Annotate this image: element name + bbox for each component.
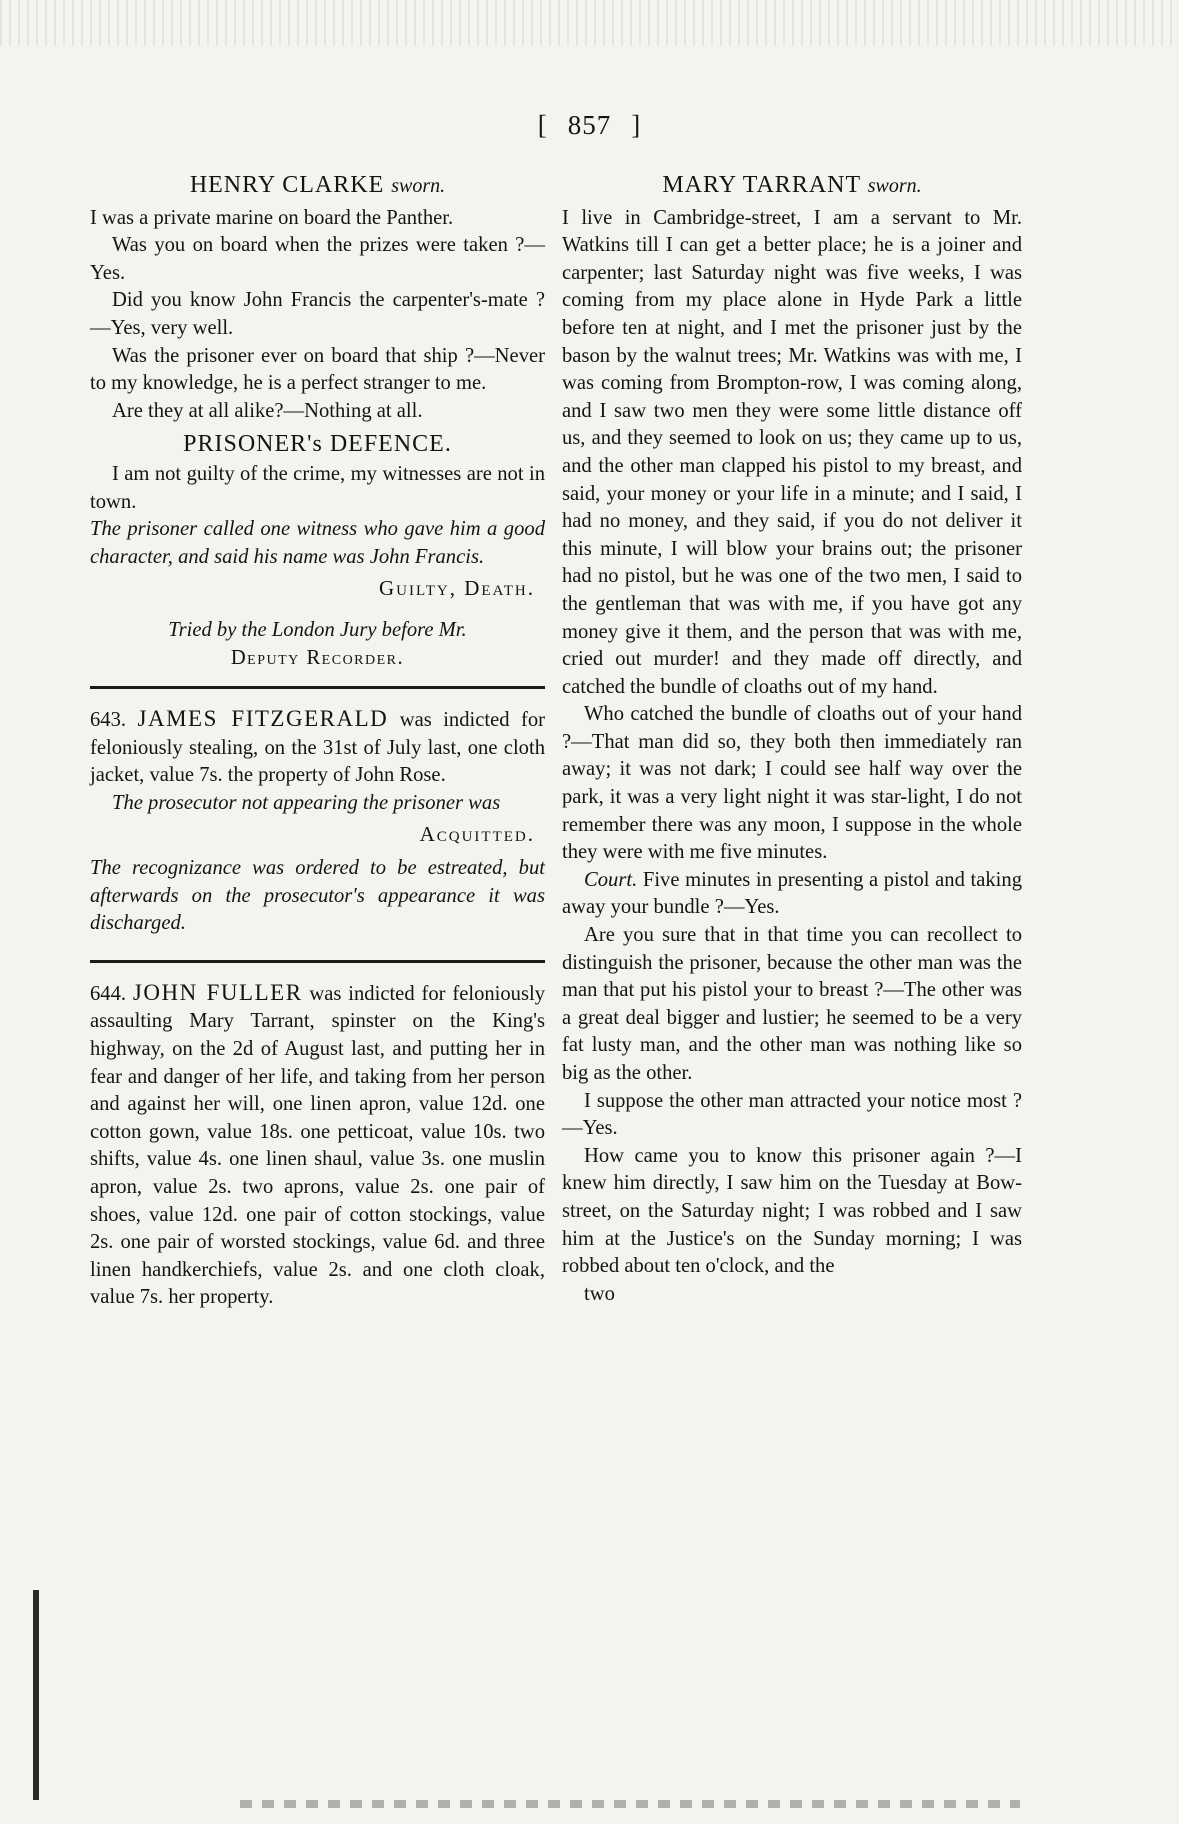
court-label: Court. [584, 868, 638, 891]
testimony-paragraph: How came you to know this prisoner again ?—I knew him directly, I saw him on the Tuesday at Bow-street, on the Saturday night; I was robbed and I saw him at the Justice's on the Sunday morning; I was robbed about ten o'clock, and the [562, 1144, 1022, 1278]
witness-heading-left [90, 172, 545, 201]
case-643-entry [90, 705, 545, 790]
court-question [562, 867, 1022, 922]
testimony-paragraph: Did you know John Francis the carpenter's-mate ?—Yes, very well. [90, 289, 545, 339]
binding-shadow [33, 1590, 39, 1800]
verdict-guilty: Guilty, Death. [378, 576, 535, 601]
header-bracket-open: [ [537, 110, 548, 140]
scan-noise-top [0, 0, 1179, 46]
witness-name: MARY TARRANT [662, 172, 861, 198]
testimony-paragraph: I suppose the other man attracted your notice most ?—Yes. [562, 1089, 1022, 1140]
recognizance-note: The recognizance was ordered to be estreated, but afterwards on the prosecutor's appearance it was discharged. [90, 857, 545, 935]
sworn-label: sworn. [867, 175, 922, 197]
indictment-text: was indicted for feloniously stealing, on the 31st of July last, one cloth jacket, value 7s. the property of John Rose. [90, 709, 546, 787]
prosecutor-note: The prosecutor not appearing the prisoner was [112, 791, 501, 814]
character-note: The prisoner called one witness who gave him a good character, and said his name was John Francis. [90, 518, 545, 568]
witness-heading-right [562, 172, 1022, 201]
defendant-name: JOHN FULLER [132, 979, 303, 1005]
testimony-paragraph: Was you on board when the prizes were taken ?—Yes. [90, 234, 545, 284]
sworn-label: sworn. [391, 175, 446, 197]
testimony-paragraph: Are you sure that in that time you can recollect to distinguish the prisoner, because the other man was the man that put his pistol your to breast ?—The other was a great deal bigger and lustier; he seemed to be a very fat lusty man, and the other man was nothing like so big as the other. [562, 924, 1022, 1084]
header-bracket-close: ] [631, 110, 642, 140]
testimony-paragraph: Who catched the bundle of cloaths out of your hand ?—That man did so, they both then immediately ran away; it was not dark; I could see half way over the park, it was a very light night it was star-light, I do not remember there was any moon, I suppose in the whole they were with me five minutes. [562, 703, 1022, 864]
testimony-paragraph: I was a private marine on board the Panther. [90, 206, 454, 229]
catchword: two [584, 1282, 615, 1305]
tried-recorder: Deputy Recorder. [230, 646, 405, 669]
testimony-paragraph: I live in Cambridge-street, I am a servant to Mr. Watkins till I can get a better place; he is a joiner and carpenter; last Saturday night was five weeks, I was coming from my place alone in Hyde Park a little before ten at night, and I met the prisoner just by the bason by the walnut trees; Mr. Watkins was with me, I was coming from Brompton-row, I was coming along, and I saw two men they were some little distance off us, and they seemed to look on us; they came up to us, and the other man clapped his pistol to my breast, and said, your money or your life in a minute; and I said, I had no money, and they said, if you do not deliver it this minute, I will blow your brains out; the prisoner had no pistol, but he was one of the two men, I said to the gentleman that was with me, if you have got any money give it them, and the person that was with me, cried out murder! and they made off directly, and catched the bundle of cloaths out of my hand. [562, 206, 1022, 698]
defence-heading: PRISONER's DEFENCE. [183, 431, 452, 458]
scan-noise-bottom [240, 1800, 1020, 1808]
tried-line: Tried by the London Jury before Mr. [168, 618, 467, 641]
case-number: 644. [90, 982, 127, 1005]
page-header [0, 110, 1179, 141]
testimony-paragraph: Are they at all alike?—Nothing at all. [112, 399, 423, 422]
case-divider [90, 686, 545, 689]
case-644-entry [90, 979, 545, 1312]
witness-name: HENRY CLARKE [189, 172, 385, 198]
case-number: 643. [90, 709, 127, 732]
left-column [90, 172, 545, 1312]
verdict-acquitted: Acquitted. [419, 822, 535, 847]
page-number: 857 [567, 110, 612, 140]
testimony-paragraph: Was the prisoner ever on board that ship ?—Never to my knowledge, he is a perfect stranger to me. [90, 344, 545, 395]
defendant-name: JAMES FITZGERALD [137, 706, 389, 732]
right-column [562, 172, 1022, 1308]
defence-text: I am not guilty of the crime, my witnesses are not in town. [90, 462, 545, 513]
case-divider [90, 960, 545, 963]
court-question-text: Five minutes in presenting a pistol and taking away your bundle ?—Yes. [562, 868, 1022, 919]
indictment-text: was indicted for feloniously assaulting Mary Tarrant, spinster on the King's highway, on the 2d of August last, and putting her in fear and danger of her life, and taking from her person and against her will, one linen apron, value 12d. one cotton gown, value 18s. one petticoat, value 10s. two shifts, value 4s. one linen shaul, value 3s. one muslin apron, value 2s. two aprons, value 2s. one pair of shoes, value 12d. one pair of cotton stockings, value 2s. one pair of worsted stockings, value 6d. and three linen handkerchiefs, value 2s. and one cloth cloak, value 7s. her property. [90, 982, 546, 1309]
